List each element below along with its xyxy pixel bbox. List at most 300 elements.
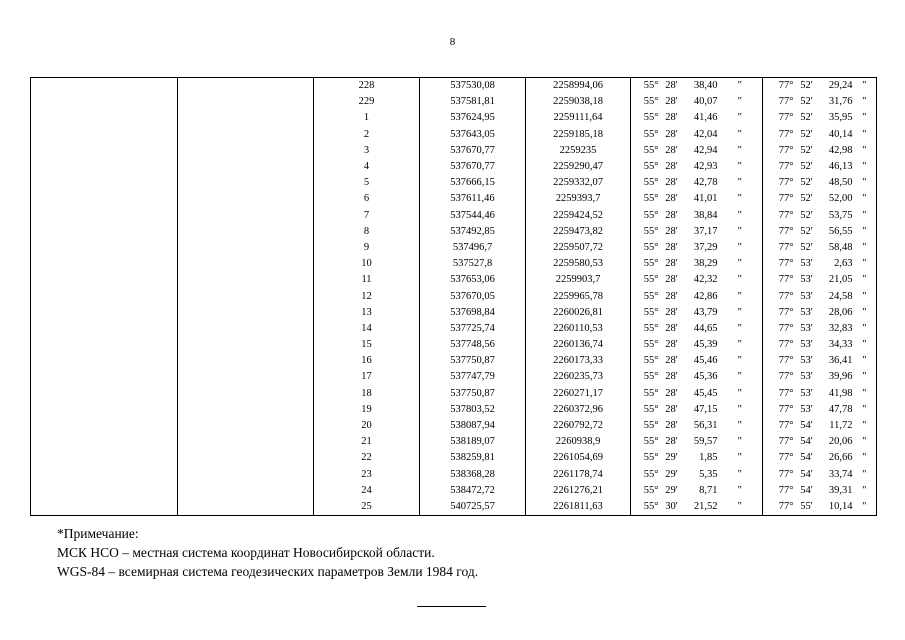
cell-point: 17 [314,369,420,385]
cell-lon-sec: 39,31 [828,484,853,496]
cell-lon-deg: 77° [763,418,796,434]
cell-lon-min: 52' [800,241,813,253]
cell-lon-sec: 28,06 [828,306,853,318]
cell-y: 2260271,17 [526,386,631,402]
cell-lat-min: 28' [665,420,678,432]
cell-lon-deg: 77° [763,224,796,240]
cell-lat-deg: 55° [631,288,661,304]
cell-lat-deg: 55° [631,78,661,95]
cell-lat-deg: 55° [631,305,661,321]
cell-lat-sec: 42,32 [693,274,718,286]
cell-point: 20 [314,418,420,434]
cell-point: 6 [314,191,420,207]
cell-x: 537670,77 [420,143,526,159]
cell-y: 2261276,21 [526,483,631,499]
cell-x: 538189,07 [420,434,526,450]
cell-lat-mark: " [718,94,763,110]
cell-lat-deg: 55° [631,272,661,288]
cell-lat-mark: " [718,483,763,499]
cell-point: 1 [314,110,420,126]
cell-x: 537527,8 [420,256,526,272]
cell-lat-sec: 44,65 [693,322,718,334]
cell-lat-min: 29' [665,452,678,464]
cell-point: 2 [314,127,420,143]
cell-lat-sec: 56,31 [693,420,718,432]
cell-point: 19 [314,402,420,418]
cell-lon-deg: 77° [763,450,796,466]
cell-lon-deg: 77° [763,337,796,353]
cell-lon-mark: " [853,353,877,369]
cell-x: 537624,95 [420,110,526,126]
cell-lat-mark: " [718,434,763,450]
cell-lat-deg: 55° [631,402,661,418]
cell-y: 2259290,47 [526,159,631,175]
cell-lon-min: 53' [800,387,813,399]
cell-lat-mark: " [718,127,763,143]
cell-lon-deg: 77° [763,110,796,126]
cell-lat-deg: 55° [631,110,661,126]
cell-lon-mark: " [853,224,877,240]
cell-y: 2259473,82 [526,224,631,240]
cell-lat-min: 28' [665,177,678,189]
cell-lon-min: 54' [800,420,813,432]
cell-lat-deg: 55° [631,450,661,466]
cell-lat-sec: 40,07 [693,96,718,108]
cell-lat-sec: 1,85 [699,452,718,464]
cell-lat-min: 28' [665,96,678,108]
cell-x: 538472,72 [420,483,526,499]
cell-lat-mark: " [718,78,763,95]
cell-lon-sec: 24,58 [828,290,853,302]
page-number: 8 [449,36,456,48]
cell-lat-sec: 59,57 [693,436,718,448]
cell-lon-sec: 36,41 [828,355,853,367]
cell-point: 14 [314,321,420,337]
cell-lon-min: 53' [800,322,813,334]
cell-lon-deg: 77° [763,305,796,321]
cell-lat-mark: " [718,321,763,337]
cell-x: 540725,57 [420,499,526,516]
cell-lon-min: 54' [800,436,813,448]
cell-lat-min: 28' [665,371,678,383]
cell-lon-deg: 77° [763,78,796,95]
cell-lat-deg: 55° [631,127,661,143]
cell-lon-mark: " [853,143,877,159]
cell-lat-deg: 55° [631,337,661,353]
cell-lon-deg: 77° [763,256,796,272]
cell-lon-sec: 40,14 [828,128,853,140]
cell-lat-min: 28' [661,78,683,95]
cell-x: 537748,56 [420,337,526,353]
cell-lon-deg: 77° [763,143,796,159]
cell-lon-min: 52' [796,78,818,95]
cell-x: 537747,79 [420,369,526,385]
notes-line-wgs84: WGS-84 – всемирная система геодезических параметров Земли 1984 год. [57,564,479,579]
cell-y: 2260026,81 [526,305,631,321]
cell-lon-sec: 47,78 [828,403,853,415]
cell-lat-sec: 47,15 [693,403,718,415]
cell-lat-sec: 42,94 [693,144,718,156]
cell-lat-mark: " [718,337,763,353]
cell-y: 2259185,18 [526,127,631,143]
cell-point: 7 [314,208,420,224]
cell-lon-min: 55' [796,499,818,516]
cell-y: 2258994,06 [526,78,631,95]
cell-lat-deg: 55° [631,175,661,191]
cell-x: 537492,85 [420,224,526,240]
cell-y: 2259111,64 [526,110,631,126]
notes-line-msk: МСК НСО – местная система координат Новосибирской области. [57,545,435,560]
cell-x: 537611,46 [420,191,526,207]
cell-lat-sec: 38,84 [693,209,718,221]
cell-lat-min: 28' [665,355,678,367]
cell-y: 2259507,72 [526,240,631,256]
cell-lon-deg: 77° [763,240,796,256]
cell-lat-sec: 45,45 [693,387,718,399]
cell-lon-min: 52' [800,209,813,221]
cell-lon-sec: 48,50 [828,177,853,189]
cell-lon-sec: 56,55 [828,225,853,237]
cell-lon-sec: 29,24 [818,78,853,95]
cell-x: 537643,05 [420,127,526,143]
cell-lon-deg: 77° [763,369,796,385]
cell-lon-mark: " [853,467,877,483]
cell-lat-min: 28' [665,322,678,334]
cell-lon-mark: " [853,402,877,418]
cell-x: 537725,74 [420,321,526,337]
cell-lat-deg: 55° [631,369,661,385]
cell-lon-sec: 41,98 [828,387,853,399]
cell-lon-deg: 77° [763,159,796,175]
cell-lat-mark: " [718,369,763,385]
cell-point: 4 [314,159,420,175]
cell-lat-sec: 42,78 [693,177,718,189]
cell-lon-sec: 11,72 [829,420,853,432]
cell-y: 2260372,96 [526,402,631,418]
cell-lat-mark: " [718,240,763,256]
cell-lon-sec: 35,95 [828,112,853,124]
cell-point: 18 [314,386,420,402]
cell-x: 537496,7 [420,240,526,256]
cell-lat-mark: " [718,305,763,321]
cell-point: 23 [314,467,420,483]
cell-lat-deg: 55° [631,94,661,110]
cell-lon-mark: " [853,175,877,191]
cell-lon-min: 52' [800,96,813,108]
cell-lon-mark: " [853,191,877,207]
cell-lon-sec: 53,75 [828,209,853,221]
cell-lon-min: 53' [800,306,813,318]
cell-lat-deg: 55° [631,499,661,516]
cell-x: 537750,87 [420,353,526,369]
cell-lat-deg: 55° [631,434,661,450]
cell-lat-sec: 43,79 [693,306,718,318]
cell-lon-sec: 32,83 [828,322,853,334]
cell-lat-min: 28' [665,403,678,415]
cell-x: 537581,81 [420,94,526,110]
cell-lat-mark: " [718,499,763,516]
cell-x: 538368,28 [420,467,526,483]
cell-lon-min: 53' [800,290,813,302]
cell-lon-deg: 77° [763,499,796,516]
cell-y: 2260173,33 [526,353,631,369]
cell-lat-min: 28' [665,193,678,205]
cell-lon-mark: " [853,272,877,288]
cell-lat-mark: " [718,450,763,466]
cell-lat-mark: " [718,386,763,402]
cell-lon-sec: 21,05 [828,274,853,286]
cell-lon-deg: 77° [763,288,796,304]
cell-lon-min: 52' [800,177,813,189]
cell-lon-sec: 42,98 [828,144,853,156]
cell-lon-sec: 58,48 [828,241,853,253]
table-cell-empty-col1 [31,78,178,516]
cell-lat-min: 28' [665,339,678,351]
cell-lat-sec: 41,01 [693,193,718,205]
cell-lat-mark: " [718,208,763,224]
cell-lat-deg: 55° [631,467,661,483]
cell-lat-mark: " [718,418,763,434]
cell-lon-mark: " [853,337,877,353]
cell-x: 537530,08 [420,78,526,95]
cell-point: 11 [314,272,420,288]
cell-y: 2261178,74 [526,467,631,483]
cell-lat-mark: " [718,159,763,175]
cell-y: 2259965,78 [526,288,631,304]
notes-heading: *Примечание: [57,526,139,541]
cell-lat-sec: 37,29 [693,241,718,253]
cell-y: 2259235 [526,143,631,159]
cell-lon-mark: " [853,94,877,110]
cell-y: 2260110,53 [526,321,631,337]
cell-lon-mark: " [853,434,877,450]
cell-x: 537698,84 [420,305,526,321]
cell-lon-min: 52' [800,161,813,173]
cell-y: 2260792,72 [526,418,631,434]
cell-lon-deg: 77° [763,208,796,224]
cell-point: 13 [314,305,420,321]
cell-lat-min: 28' [665,387,678,399]
cell-lon-mark: " [853,240,877,256]
cell-lon-min: 52' [800,225,813,237]
cell-lon-min: 53' [800,339,813,351]
cell-lon-sec: 39,96 [828,371,853,383]
cell-x: 537544,46 [420,208,526,224]
cell-lon-deg: 77° [763,191,796,207]
cell-lon-sec: 31,76 [828,96,853,108]
cell-y: 2261054,69 [526,450,631,466]
cell-y: 2260235,73 [526,369,631,385]
cell-y: 2259903,7 [526,272,631,288]
cell-lon-min: 52' [800,193,813,205]
cell-lat-min: 28' [665,274,678,286]
cell-lon-deg: 77° [763,272,796,288]
cell-y: 2259580,53 [526,256,631,272]
cell-lon-sec: 10,14 [818,499,853,516]
cell-lat-deg: 55° [631,224,661,240]
cell-lon-mark: " [853,288,877,304]
cell-lat-sec: 42,93 [693,161,718,173]
cell-lat-min: 30' [661,499,683,516]
cell-lon-sec: 33,74 [828,468,853,480]
cell-lon-deg: 77° [763,386,796,402]
cell-lat-min: 28' [665,112,678,124]
cell-lon-deg: 77° [763,353,796,369]
cell-lon-mark: " [853,305,877,321]
cell-lat-deg: 55° [631,159,661,175]
cell-lon-min: 52' [800,112,813,124]
cell-lon-mark: " [853,386,877,402]
notes [57,524,478,581]
cell-lon-mark: " [853,110,877,126]
cell-lon-deg: 77° [763,127,796,143]
table-cell-empty-col2 [178,78,314,516]
cell-lon-deg: 77° [763,483,796,499]
cell-lat-sec: 5,35 [699,468,718,480]
cell-lat-sec: 45,39 [693,339,718,351]
cell-lon-mark: " [853,369,877,385]
cell-lat-min: 28' [665,436,678,448]
cell-lon-mark: " [853,127,877,143]
cell-point: 10 [314,256,420,272]
cell-lat-mark: " [718,110,763,126]
cell-lat-mark: " [718,256,763,272]
cell-lat-deg: 55° [631,321,661,337]
cell-lat-min: 28' [665,306,678,318]
cell-lat-min: 29' [665,484,678,496]
cell-lat-sec: 42,04 [693,128,718,140]
cell-lat-mark: " [718,288,763,304]
cell-point: 229 [314,94,420,110]
table-row [31,78,877,95]
cell-lon-min: 53' [800,274,813,286]
cell-point: 3 [314,143,420,159]
cell-lon-min: 53' [800,403,813,415]
cell-lat-deg: 55° [631,353,661,369]
cell-lon-min: 52' [800,128,813,140]
cell-point: 9 [314,240,420,256]
cell-lon-mark: " [853,78,877,95]
cell-lat-mark: " [718,467,763,483]
cell-y: 2259332,07 [526,175,631,191]
cell-lat-deg: 55° [631,208,661,224]
cell-lon-sec: 46,13 [828,161,853,173]
cell-x: 537666,15 [420,175,526,191]
cell-lat-min: 28' [665,290,678,302]
cell-lat-deg: 55° [631,418,661,434]
cell-lat-sec: 8,71 [699,484,718,496]
coordinates-table [30,77,877,516]
cell-lon-mark: " [853,418,877,434]
cell-lon-mark: " [853,499,877,516]
cell-lat-sec: 37,17 [693,225,718,237]
cell-point: 15 [314,337,420,353]
cell-lat-sec: 38,40 [683,78,718,95]
coordinates-table-body [31,78,877,516]
cell-y: 2260136,74 [526,337,631,353]
cell-lat-deg: 55° [631,191,661,207]
cell-lon-mark: " [853,159,877,175]
footer-rule [417,606,486,607]
cell-x: 537750,87 [420,386,526,402]
cell-lat-mark: " [718,143,763,159]
cell-y: 2260938,9 [526,434,631,450]
cell-lat-mark: " [718,175,763,191]
cell-lat-min: 28' [665,241,678,253]
cell-lon-sec: 26,66 [828,452,853,464]
cell-lat-min: 28' [665,258,678,270]
cell-lat-deg: 55° [631,143,661,159]
cell-lat-min: 28' [665,209,678,221]
cell-lat-deg: 55° [631,483,661,499]
cell-x: 538259,81 [420,450,526,466]
cell-lon-mark: " [853,208,877,224]
cell-lat-deg: 55° [631,386,661,402]
cell-point: 24 [314,483,420,499]
cell-lat-mark: " [718,224,763,240]
cell-point: 21 [314,434,420,450]
cell-lon-sec: 2,63 [834,258,853,270]
cell-lat-sec: 42,86 [693,290,718,302]
cell-x: 537803,52 [420,402,526,418]
cell-lon-mark: " [853,483,877,499]
cell-lon-min: 53' [800,258,813,270]
cell-lat-sec: 21,52 [683,499,718,516]
cell-lon-mark: " [853,450,877,466]
cell-lat-sec: 38,29 [693,258,718,270]
cell-lat-sec: 45,36 [693,371,718,383]
cell-y: 2259424,52 [526,208,631,224]
cell-lat-sec: 45,46 [693,355,718,367]
cell-lat-min: 29' [665,468,678,480]
cell-x: 537653,06 [420,272,526,288]
cell-lat-mark: " [718,191,763,207]
cell-lon-deg: 77° [763,467,796,483]
cell-point: 16 [314,353,420,369]
cell-lon-sec: 52,00 [828,193,853,205]
cell-lon-min: 54' [800,452,813,464]
cell-point: 22 [314,450,420,466]
cell-lon-deg: 77° [763,434,796,450]
cell-lat-sec: 41,46 [693,112,718,124]
cell-lat-mark: " [718,402,763,418]
cell-lat-mark: " [718,353,763,369]
cell-lon-sec: 34,33 [828,339,853,351]
cell-lon-deg: 77° [763,402,796,418]
cell-point: 25 [314,499,420,516]
cell-point: 8 [314,224,420,240]
cell-lat-mark: " [718,272,763,288]
cell-point: 12 [314,288,420,304]
cell-lat-min: 28' [665,161,678,173]
cell-y: 2259038,18 [526,94,631,110]
cell-lon-deg: 77° [763,175,796,191]
cell-lat-deg: 55° [631,240,661,256]
cell-lon-min: 53' [800,371,813,383]
cell-lat-deg: 55° [631,256,661,272]
cell-lon-min: 52' [800,144,813,156]
cell-x: 538087,94 [420,418,526,434]
cell-lon-min: 54' [800,468,813,480]
cell-point: 5 [314,175,420,191]
cell-lat-min: 28' [665,144,678,156]
cell-lon-sec: 20,06 [828,436,853,448]
cell-x: 537670,05 [420,288,526,304]
cell-lon-deg: 77° [763,94,796,110]
cell-x: 537670,77 [420,159,526,175]
cell-lon-mark: " [853,256,877,272]
cell-lon-min: 53' [800,355,813,367]
